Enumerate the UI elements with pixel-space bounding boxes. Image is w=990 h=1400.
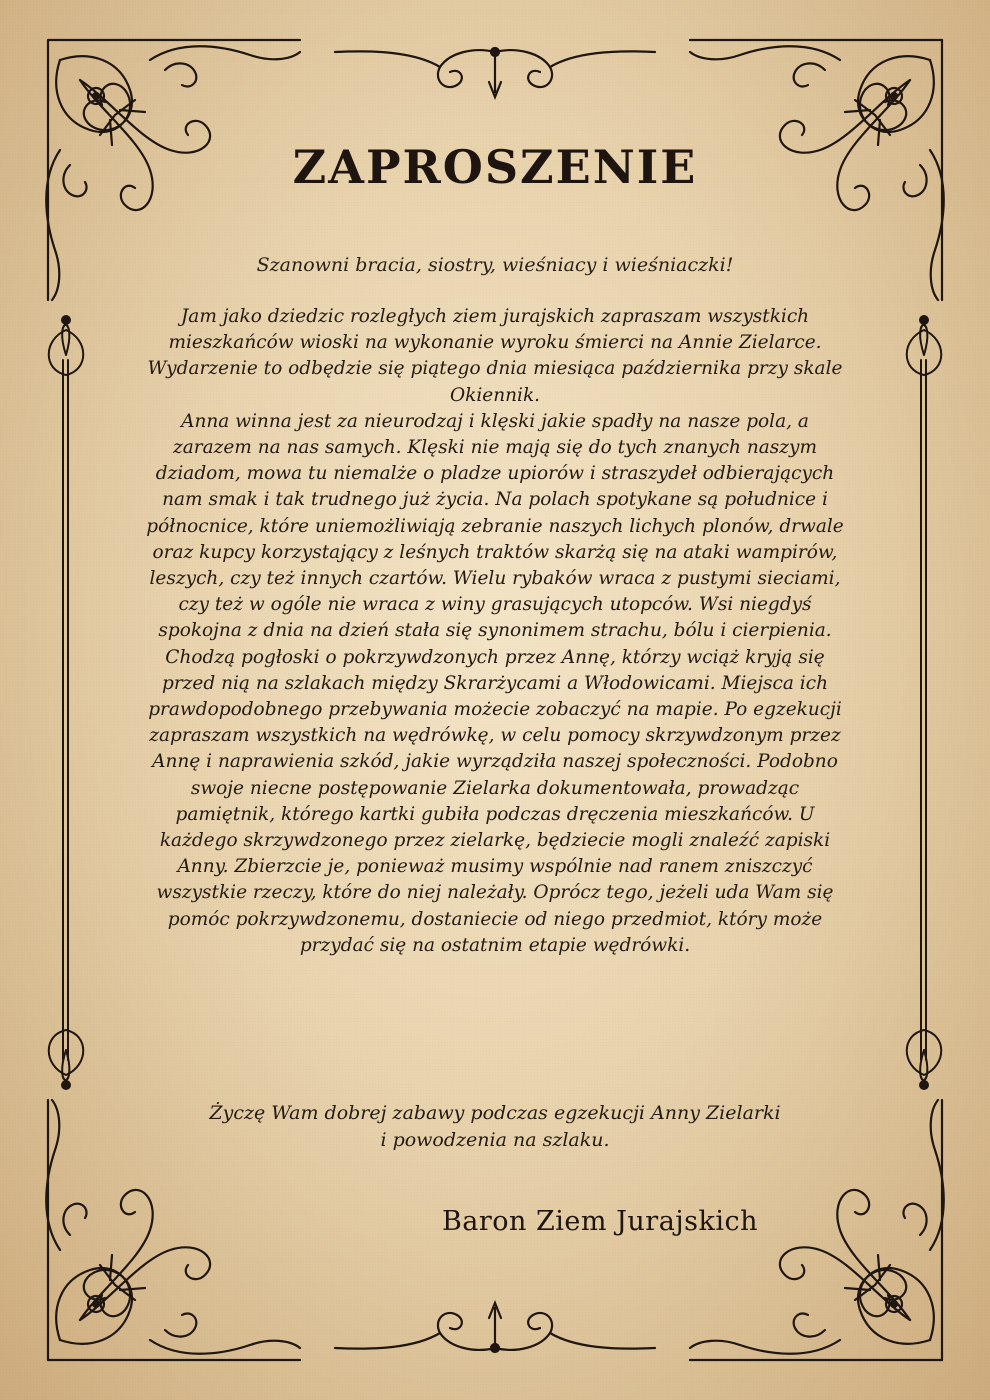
filigree-rod-icon	[49, 316, 84, 1089]
closing-wishes	[0, 1100, 990, 1154]
flourish-divider-icon	[335, 1303, 655, 1352]
page-title: ZAPROSZENIE	[292, 140, 698, 194]
paragraph: Anna winna jest za nieurodzaj i klęski jakie spadły na nasze pola, a zarazem na nas samych. Klęski nie mają się do tych znanych naszym dziadom, mowa tu niemalże o pladze upiorów i straszydeł odbierających nam smak i tak trudnego już życia. Na polach spotykane są południce i północnice, które uniemożliwiają zebranie naszych lichych plonów, drwale oraz kupcy korzystający z leśnych traktów skarżą się na ataki wampirów, leszych, czy też innych czartów. Wielu rybaków wraca z pustymi sieciami, czy też w ogóle nie wraca z winy grasujących utopców. Wsi niegdyś spokojna z dnia na dzień stała się synonimem strachu, bólu i cierpienia.	[146, 410, 844, 642]
paragraph: Jam jako dziedzic rozległych ziem jurajskich zapraszam wszystkich mieszkańców wioski na wykonanie wyroku śmierci na Annie Zielarce. Wydarzenie to odbędzie się piątego dnia miesiąca października przy skale Okiennik.	[147, 306, 843, 406]
signature: Baron Ziem Jurajskich	[441, 1206, 759, 1237]
flourish-divider-icon	[335, 48, 655, 97]
paragraph: Chodzą pogłoski o pokrzywdzonych przez Annę, którzy wciąż kryją się przed nią na szlakach między Skrarżycami a Włodowicami. Miejsca ich prawdopodobnego przebywania możecie zobaczyć na mapie. Po egzekucji zapraszam wszystkich na wędrówkę, w celu pomocy skrzywdzonym przez Annę i naprawienia szkód, jakie wyrządziła naszej społeczności. Podobno swoje niecne postępowanie Zielarka dokumentowała, prowadząc pamiętnik, którego kartki gubiła podczas dręczenia mieszkańców. U każdego skrzywdzonego przez zielarkę, będziecie mogli znaleźć zapiski Anny. Zbierzcie je, ponieważ musimy wspólnie nad ranem zniszczyć wszystkie rzeczy, które do niej należały. Oprócz tego, jeżeli uda Wam się pomóc pokrzywdzonemu, dostaniecie od niego przedmiot, który może przydać się na ostatnim etapie wędrówki.	[148, 646, 842, 956]
closing-line: Życzę Wam dobrej zabawy podczas egzekucji Anny Zielarki	[209, 1102, 781, 1124]
closing-line: i powodzenia na szlaku.	[380, 1129, 610, 1151]
letter-body	[140, 304, 850, 959]
filigree-rod-icon	[907, 316, 942, 1089]
greeting: Szanowni bracia, siostry, wieśniacy i wieśniaczki!	[256, 254, 734, 276]
